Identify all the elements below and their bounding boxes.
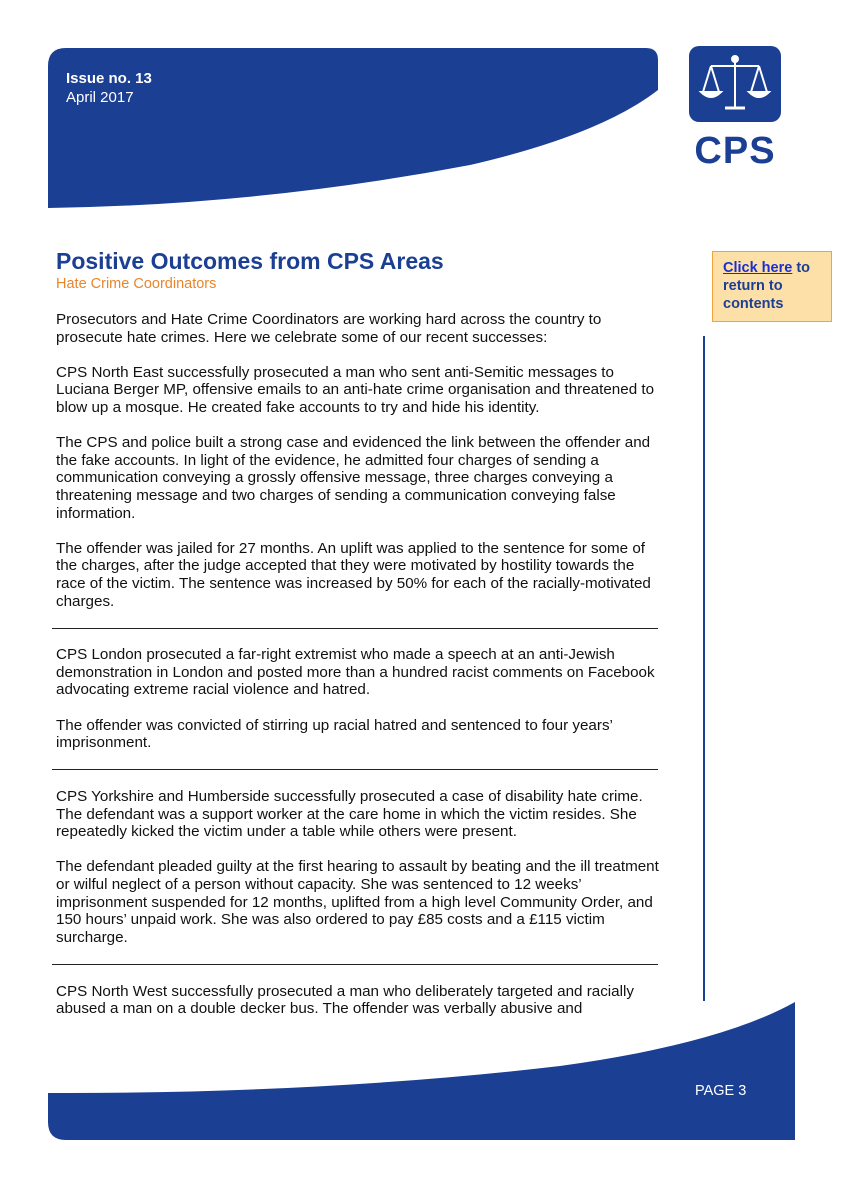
logo-text: CPS [694,130,776,172]
issue-number: Issue no. 13 [66,70,152,87]
cps-logo [689,46,781,176]
return-to-contents-box [712,251,832,322]
paragraph-london-1: CPS London prosecuted a far-right extremist who made a speech at an anti-Jewish demonstration in London and posted more than a hundred racist comments on Facebook advocating extreme racial violence and hatred. [56,646,655,699]
sidebar-divider [703,336,705,1001]
page-number: PAGE 3 [695,1083,747,1099]
paragraph-north-east-1: CPS North East successfully prosecuted a man who sent anti-Semitic messages to Luciana Berger MP, offensive emails to an anti-hate crime organisation and threatened to blow up a mosque. He created fake accounts to try and hide his identity. [56,363,655,416]
return-to-contents-link[interactable]: Click here [723,260,793,276]
paragraph-london-2: The offender was convicted of stirring up racial hatred and sentenced to four years’ imprisonment. [56,716,613,752]
page-subtitle: Hate Crime Coordinators [56,276,217,292]
paragraph-yorkshire-1: CPS Yorkshire and Humberside successfully prosecuted a case of disability hate crime. The defendant was a support worker at the care home in which the victim resides. She repeatedly kicked the victim under a table while others were present. [56,788,643,841]
article-body [56,311,666,1035]
paragraph-intro: Prosecutors and Hate Crime Coordinators are working hard across the country to prosecute hate crimes. Here we celebrate some of our recent successes: [56,311,602,346]
issue-date: April 2017 [66,89,134,106]
section-divider [52,628,658,629]
paragraph-north-east-3: The offender was jailed for 27 months. An uplift was applied to the sentence for some of the charges, after the judge accepted that they were motivated by hostility towards the race of the victim. The sentence was increased by 50% for each of the racially-motivated charges. [56,539,651,610]
paragraph-north-west-1: CPS North West successfully prosecuted a man who deliberately targeted and racially abused a man on a double decker bus. The offender was verbally abusive and [56,982,634,1018]
section-divider [52,964,658,965]
paragraph-north-east-2: The CPS and police built a strong case and evidenced the link between the offender and the fake accounts. In light of the evidence, he admitted four charges of sending a communication conveying a grossly offensive message, three charges conveying a threatening message and two charges of sending a communication conveying false information. [56,434,651,522]
paragraph-yorkshire-2: The defendant pleaded guilty at the first hearing to assault by beating and the ill treatment or wilful neglect of a person without capacity. She was sentenced to 12 weeks’ imprisonment suspended for 12 months, uplifted from a high level Community Order, and 150 hours’ unpaid work. She was also ordered to pay £85 costs and a £115 victim surcharge. [56,858,659,946]
scales-of-justice-icon [689,46,781,124]
section-divider [52,769,658,770]
return-to-contents-text: to return to contents [723,260,811,312]
page-title: Positive Outcomes from CPS Areas [56,248,444,274]
